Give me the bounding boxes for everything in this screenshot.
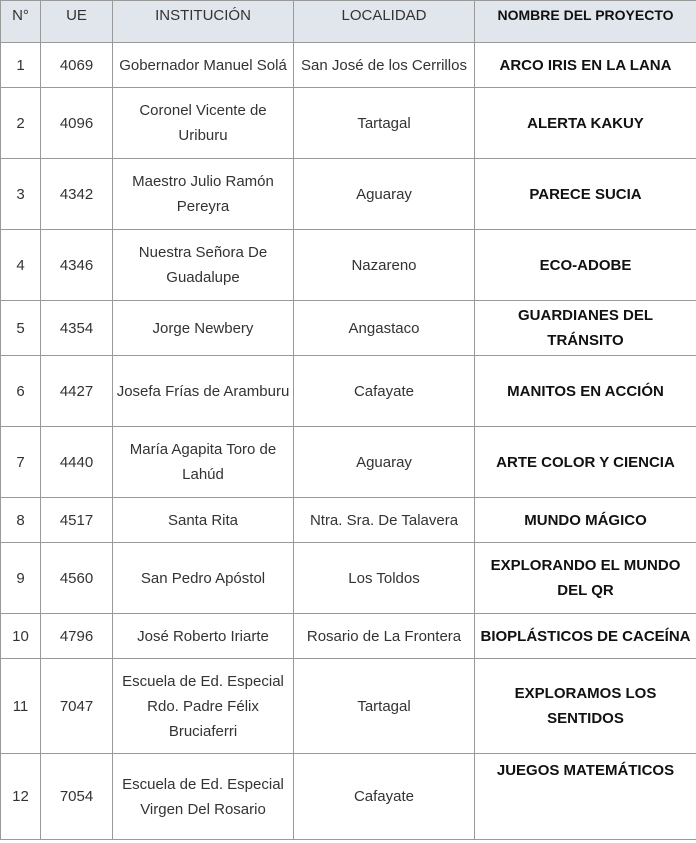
cell-localidad: Tartagal	[294, 88, 475, 159]
cell-num: 12	[1, 754, 41, 840]
cell-num: 4	[1, 230, 41, 301]
cell-institucion: José Roberto Iriarte	[113, 614, 294, 659]
cell-proyecto: JUEGOS MATEMÁTICOS	[475, 754, 696, 840]
cell-institucion: Gobernador Manuel Solá	[113, 43, 294, 88]
cell-proyecto: EXPLORANDO EL MUNDO DEL QR	[475, 543, 696, 614]
header-num: N°	[1, 1, 41, 43]
cell-num: 10	[1, 614, 41, 659]
cell-institucion: Josefa Frías de Aramburu	[113, 356, 294, 427]
cell-ue: 4440	[41, 427, 113, 498]
cell-ue: 4796	[41, 614, 113, 659]
cell-institucion: San Pedro Apóstol	[113, 543, 294, 614]
table-row	[1, 614, 696, 659]
table-row	[1, 659, 696, 754]
cell-institucion: Santa Rita	[113, 498, 294, 543]
cell-ue: 4560	[41, 543, 113, 614]
table-row	[1, 498, 696, 543]
cell-localidad: Cafayate	[294, 754, 475, 840]
table-row	[1, 543, 696, 614]
cell-institucion: Coronel Vicente de Uriburu	[113, 88, 294, 159]
cell-proyecto: ARTE COLOR Y CIENCIA	[475, 427, 696, 498]
table-row	[1, 230, 696, 301]
cell-localidad: Ntra. Sra. De Talavera	[294, 498, 475, 543]
cell-num: 5	[1, 301, 41, 356]
cell-proyecto: BIOPLÁSTICOS DE CACEÍNA	[475, 614, 696, 659]
table-row	[1, 427, 696, 498]
header-ue: UE	[41, 1, 113, 43]
cell-institucion: Escuela de Ed. Especial Virgen Del Rosario	[113, 754, 294, 840]
cell-localidad: San José de los Cerrillos	[294, 43, 475, 88]
cell-num: 2	[1, 88, 41, 159]
cell-num: 8	[1, 498, 41, 543]
cell-proyecto: ARCO IRIS EN LA LANA	[475, 43, 696, 88]
cell-ue: 4342	[41, 159, 113, 230]
cell-localidad: Tartagal	[294, 659, 475, 754]
cell-ue: 4069	[41, 43, 113, 88]
cell-localidad: Cafayate	[294, 356, 475, 427]
cell-institucion: Escuela de Ed. Especial Rdo. Padre Félix Bruciaferri	[113, 659, 294, 754]
cell-num: 6	[1, 356, 41, 427]
cell-localidad: Aguaray	[294, 427, 475, 498]
cell-ue: 4096	[41, 88, 113, 159]
cell-proyecto: ALERTA KAKUY	[475, 88, 696, 159]
table-row	[1, 754, 696, 840]
cell-num: 11	[1, 659, 41, 754]
cell-ue: 4517	[41, 498, 113, 543]
cell-num: 3	[1, 159, 41, 230]
cell-institucion: Maestro Julio Ramón Pereyra	[113, 159, 294, 230]
header-row	[1, 1, 696, 43]
cell-num: 1	[1, 43, 41, 88]
header-proyecto: NOMBRE DEL PROYECTO	[475, 1, 696, 43]
cell-num: 7	[1, 427, 41, 498]
table-row	[1, 356, 696, 427]
table-row	[1, 88, 696, 159]
cell-localidad: Rosario de La Frontera	[294, 614, 475, 659]
cell-proyecto: EXPLORAMOS LOS SENTIDOS	[475, 659, 696, 754]
table-row	[1, 159, 696, 230]
cell-ue: 4427	[41, 356, 113, 427]
cell-ue: 4354	[41, 301, 113, 356]
table-row	[1, 43, 696, 88]
cell-ue: 7054	[41, 754, 113, 840]
cell-localidad: Los Toldos	[294, 543, 475, 614]
cell-institucion: María Agapita Toro de Lahúd	[113, 427, 294, 498]
cell-institucion: Jorge Newbery	[113, 301, 294, 356]
cell-proyecto: MANITOS EN ACCIÓN	[475, 356, 696, 427]
header-institucion: INSTITUCIÓN	[113, 1, 294, 43]
cell-ue: 7047	[41, 659, 113, 754]
cell-localidad: Angastaco	[294, 301, 475, 356]
cell-num: 9	[1, 543, 41, 614]
cell-proyecto: PARECE SUCIA	[475, 159, 696, 230]
cell-proyecto: GUARDIANES DEL TRÁNSITO	[475, 301, 696, 356]
cell-proyecto: MUNDO MÁGICO	[475, 498, 696, 543]
header-localidad: LOCALIDAD	[294, 1, 475, 43]
cell-localidad: Nazareno	[294, 230, 475, 301]
cell-proyecto: ECO-ADOBE	[475, 230, 696, 301]
cell-institucion: Nuestra Señora De Guadalupe	[113, 230, 294, 301]
cell-localidad: Aguaray	[294, 159, 475, 230]
table-row	[1, 301, 696, 356]
cell-ue: 4346	[41, 230, 113, 301]
